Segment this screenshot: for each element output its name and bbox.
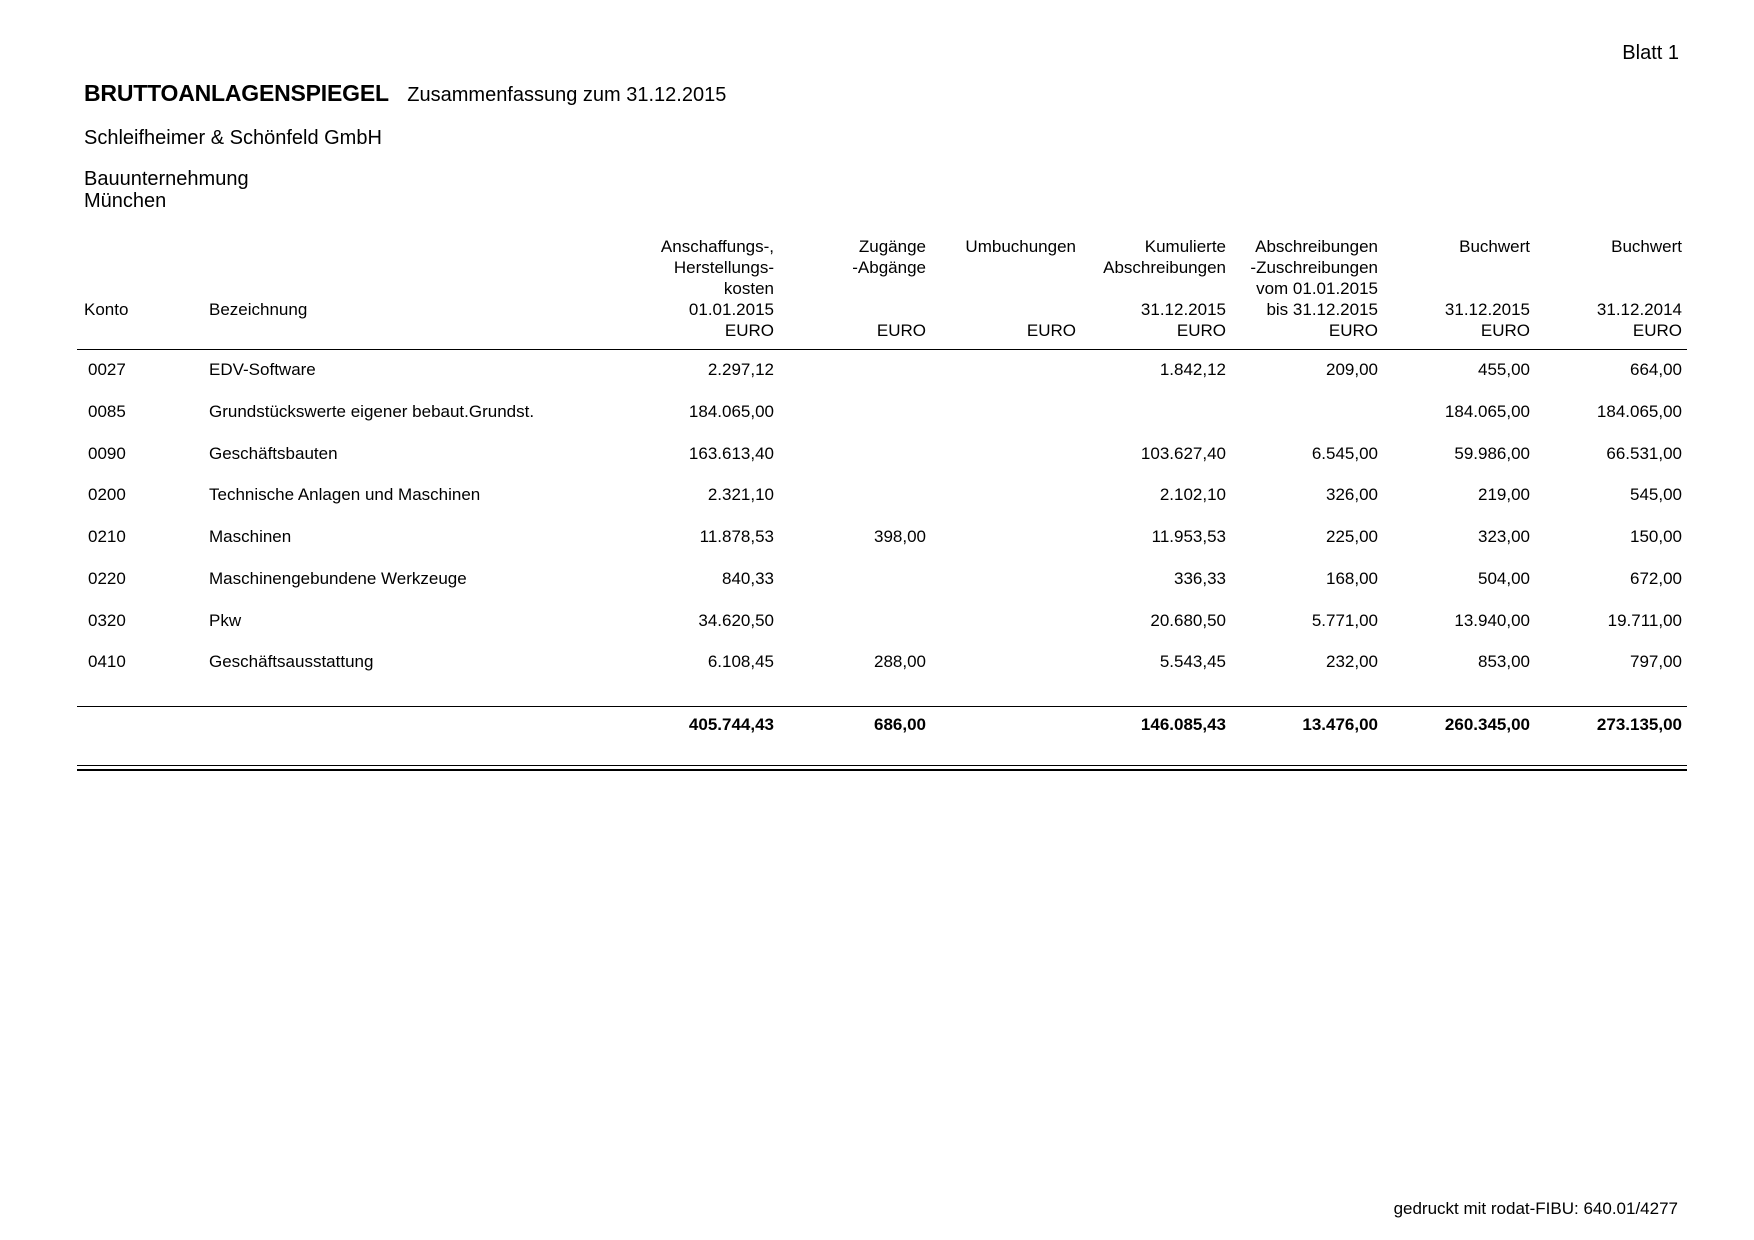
table-row [0, 402, 1754, 426]
table-row [0, 485, 1754, 509]
cell-konto: 0200 [88, 485, 126, 504]
cell-kum-abschr: 20.680,50 [1150, 611, 1226, 630]
column-header-line: 31.12.2015 [1444, 300, 1530, 319]
cell-buchwert-2014: 150,00 [1630, 527, 1682, 546]
cell-bezeichnung: Pkw [209, 611, 242, 630]
sheet-number: Blatt 1 [1622, 42, 1679, 64]
column-header-buchwert-2014 [1530, 236, 1682, 342]
column-header-line [936, 278, 1076, 299]
column-header-line [84, 278, 194, 299]
cell-kum-abschr: 1.842,12 [1159, 360, 1226, 379]
column-header-line: EURO [1480, 321, 1530, 340]
double-rule-bottom [77, 769, 1687, 771]
cell-buchwert-2015: 455,00 [1478, 360, 1530, 379]
cell-ahk: 34.620,50 [698, 611, 774, 630]
column-header-line [776, 299, 926, 320]
column-header-line: EURO [876, 321, 926, 340]
column-header-zugaenge [776, 236, 926, 342]
cell-buchwert-2014: 664,00 [1630, 360, 1682, 379]
cell-abschr: 6.545,00 [1311, 444, 1378, 463]
table-row [0, 444, 1754, 468]
column-header-line [1378, 278, 1530, 299]
print-footer: gedruckt mit rodat-FIBU: 640.01/4277 [1393, 1199, 1678, 1218]
cell-abschr: 209,00 [1326, 360, 1378, 379]
column-header-line: 31.12.2014 [1596, 300, 1682, 319]
column-header-buchwert-2015 [1378, 236, 1530, 342]
report-title-row [84, 80, 726, 107]
column-header-line: Anschaffungs-, [660, 237, 774, 256]
cell-bezeichnung: Geschäftsausstattung [209, 652, 374, 671]
cell-abschr: 232,00 [1326, 652, 1378, 671]
column-header-line: EURO [1632, 321, 1682, 340]
column-header-line [209, 236, 609, 257]
column-header-line: bis 31.12.2015 [1266, 300, 1378, 319]
cell-bezeichnung: Geschäftsbauten [209, 444, 338, 463]
company-address [84, 168, 249, 212]
cell-kum-abschr: 336,33 [1174, 569, 1226, 588]
cell-bezeichnung: Maschinen [209, 527, 292, 546]
company-name: Schleifheimer & Schönfeld GmbH [84, 127, 382, 149]
column-header-line [936, 299, 1076, 320]
column-header-line: 31.12.2015 [1140, 300, 1226, 319]
column-header-abschr [1226, 236, 1378, 342]
cell-buchwert-2014: 797,00 [1630, 652, 1682, 671]
cell-buchwert-2015: 219,00 [1478, 485, 1530, 504]
column-header-line [209, 320, 609, 341]
column-header-line: Bezeichnung [209, 300, 308, 319]
column-header-line: 01.01.2015 [688, 300, 774, 319]
cell-abschr: 225,00 [1326, 527, 1378, 546]
cell-ahk: 2.297,12 [707, 360, 774, 379]
column-header-line [209, 257, 609, 278]
table-row [0, 611, 1754, 635]
column-header-line: Umbuchungen [965, 237, 1076, 256]
table-row [0, 569, 1754, 593]
total-zugaenge: 686,00 [874, 715, 926, 734]
cell-kum-abschr: 5.543,45 [1159, 652, 1226, 671]
cell-konto: 0210 [88, 527, 126, 546]
cell-bezeichnung: Maschinengebundene Werkzeuge [209, 569, 467, 588]
double-rule-top [77, 765, 1687, 766]
column-header-line [84, 257, 194, 278]
cell-konto: 0085 [88, 402, 126, 421]
cell-kum-abschr: 103.627,40 [1140, 444, 1226, 463]
total-abschr: 13.476,00 [1302, 715, 1378, 734]
column-header-bezeichnung [209, 236, 609, 342]
cell-abschr: 168,00 [1326, 569, 1378, 588]
cell-ahk: 2.321,10 [707, 485, 774, 504]
cell-buchwert-2014: 672,00 [1630, 569, 1682, 588]
column-header-line: Buchwert [1611, 237, 1682, 256]
column-header-line: Konto [84, 300, 129, 319]
cell-buchwert-2015: 853,00 [1478, 652, 1530, 671]
cell-buchwert-2015: 504,00 [1478, 569, 1530, 588]
table-row [0, 527, 1754, 551]
cell-abschr: 326,00 [1326, 485, 1378, 504]
header-divider [77, 349, 1687, 350]
total-ahk: 405.744,43 [688, 715, 774, 734]
address-line-2: München [84, 190, 167, 212]
cell-buchwert-2015: 13.940,00 [1454, 611, 1530, 630]
column-header-line: Buchwert [1459, 237, 1530, 256]
cell-konto: 0220 [88, 569, 126, 588]
column-header-konto [84, 236, 194, 342]
report-subtitle: Zusammenfassung zum 31.12.2015 [407, 84, 727, 106]
column-header-line [1530, 278, 1682, 299]
column-header-line [1530, 257, 1682, 278]
cell-ahk: 184.065,00 [688, 402, 774, 421]
cell-konto: 0410 [88, 652, 126, 671]
column-header-line [1076, 278, 1226, 299]
cell-buchwert-2014: 184.065,00 [1596, 402, 1682, 421]
cell-buchwert-2015: 59.986,00 [1454, 444, 1530, 463]
column-header-line [84, 320, 194, 341]
column-header-line: Kumulierte [1144, 237, 1226, 256]
total-buchwert-2015: 260.345,00 [1444, 715, 1530, 734]
table-row [0, 360, 1754, 384]
cell-abschr: 5.771,00 [1311, 611, 1378, 630]
cell-zugaenge: 398,00 [874, 527, 926, 546]
total-divider [77, 706, 1687, 707]
cell-bezeichnung: EDV-Software [209, 360, 316, 379]
column-header-line: EURO [1328, 321, 1378, 340]
cell-bezeichnung: Grundstückswerte eigener bebaut.Grundst. [209, 402, 535, 421]
cell-ahk: 11.878,53 [699, 527, 774, 546]
column-header-line: kosten [723, 279, 774, 298]
cell-ahk: 6.108,45 [707, 652, 774, 671]
report-title: BRUTTOANLAGENSPIEGEL [84, 80, 389, 106]
cell-kum-abschr: 2.102,10 [1159, 485, 1226, 504]
cell-kum-abschr: 11.953,53 [1151, 527, 1226, 546]
column-header-line [936, 257, 1076, 278]
total-kum-abschr: 146.085,43 [1140, 715, 1226, 734]
table-row [0, 652, 1754, 676]
cell-ahk: 840,33 [722, 569, 774, 588]
cell-zugaenge: 288,00 [874, 652, 926, 671]
cell-ahk: 163.613,40 [688, 444, 774, 463]
column-header-line: -Abgänge [852, 258, 926, 277]
cell-konto: 0090 [88, 444, 126, 463]
column-header-line: -Zuschreibungen [1250, 258, 1378, 277]
column-header-line: Herstellungs- [673, 258, 774, 277]
column-header-line [84, 236, 194, 257]
cell-bezeichnung: Technische Anlagen und Maschinen [209, 485, 481, 504]
cell-konto: 0027 [88, 360, 126, 379]
cell-buchwert-2015: 184.065,00 [1444, 402, 1530, 421]
column-header-line [1378, 257, 1530, 278]
column-header-line [776, 278, 926, 299]
cell-buchwert-2015: 323,00 [1478, 527, 1530, 546]
totals-row [0, 715, 1754, 739]
column-header-line: EURO [724, 321, 774, 340]
column-header-line: Abschreibungen [1255, 237, 1378, 256]
cell-buchwert-2014: 545,00 [1630, 485, 1682, 504]
column-header-line [209, 278, 609, 299]
cell-konto: 0320 [88, 611, 126, 630]
column-header-line: EURO [1176, 321, 1226, 340]
column-header-kum-abschr [1076, 236, 1226, 342]
cell-buchwert-2014: 66.531,00 [1606, 444, 1682, 463]
address-line-1: Bauunternehmung [84, 168, 249, 190]
column-header-line: Abschreibungen [1103, 258, 1226, 277]
column-header-umbuchungen [936, 236, 1076, 342]
column-header-line: vom 01.01.2015 [1256, 279, 1378, 298]
cell-buchwert-2014: 19.711,00 [1607, 611, 1682, 630]
column-header-line: Zugänge [858, 237, 926, 256]
total-buchwert-2014: 273.135,00 [1596, 715, 1682, 734]
column-header-ahk [574, 236, 774, 342]
column-header-line: EURO [1026, 321, 1076, 340]
